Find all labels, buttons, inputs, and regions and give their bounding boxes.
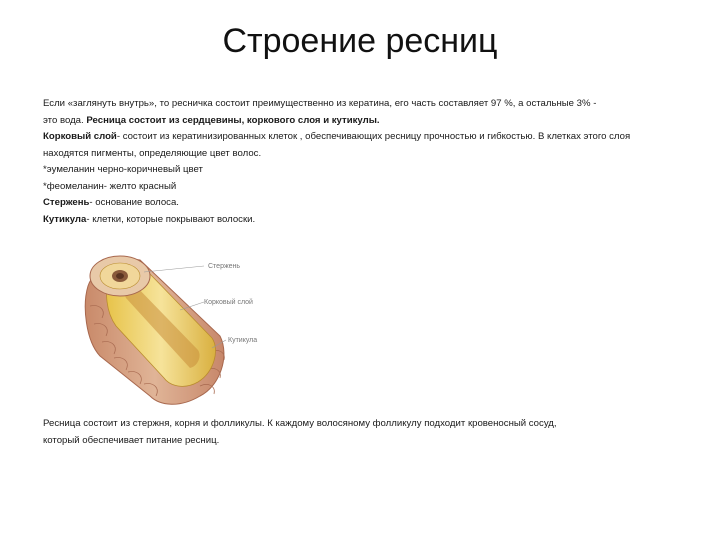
pigment-line-1: *эумеланин черно-коричневый цвет: [43, 164, 203, 175]
footer-text: [43, 416, 683, 449]
shaft-text: - основание волоса.: [89, 197, 179, 208]
cortex-term: Корковый слой: [43, 131, 117, 142]
shaft-term: Стержень: [43, 197, 90, 208]
intro-line-2-plain: это вода.: [43, 114, 87, 126]
footer-line-1: Ресница состоит из стержня, корня и фолликулы. К каждому волосяному фолликулу подходит кровеносный сосуд,: [43, 418, 557, 429]
page-title: Строение ресниц: [222, 22, 498, 60]
eyelash-structure-illustration: [80, 246, 300, 416]
label-cuticle: Кутикула: [228, 337, 258, 344]
intro-line-1: Если «заглянуть внутрь», то ресничка состоит преимущественно из кератина, его часть составляет 97 %, а остальные 3% -: [43, 98, 597, 109]
cortex-paragraph: [43, 129, 675, 162]
cuticle-term: Кутикула: [43, 213, 87, 225]
footer-line-2: который обеспечивает питание ресниц.: [43, 434, 220, 446]
label-shaft: Стержень: [208, 263, 241, 270]
intro-line-2-bold: Ресница состоит из сердцевины, коркового слоя и кутикулы.: [86, 114, 380, 126]
cuticle-paragraph: [43, 212, 675, 229]
pigment-line-2: *феомеланин- желто красный: [43, 180, 177, 192]
body-text: [43, 96, 675, 228]
shaft-paragraph: [43, 195, 675, 212]
cuticle-text: - клетки, которые покрывают волоски.: [86, 213, 256, 225]
intro-line-2: [43, 113, 675, 130]
cortex-text: - состоит из кератинизированных клеток , обеспечивающих ресницу прочностью и гибкостью. В клетках этого слоя находятся пигменты, определяющие цвет волос.: [43, 131, 631, 159]
hair-cross-section-drawing: [80, 246, 300, 416]
label-cortex: Корковый слой: [204, 299, 253, 306]
